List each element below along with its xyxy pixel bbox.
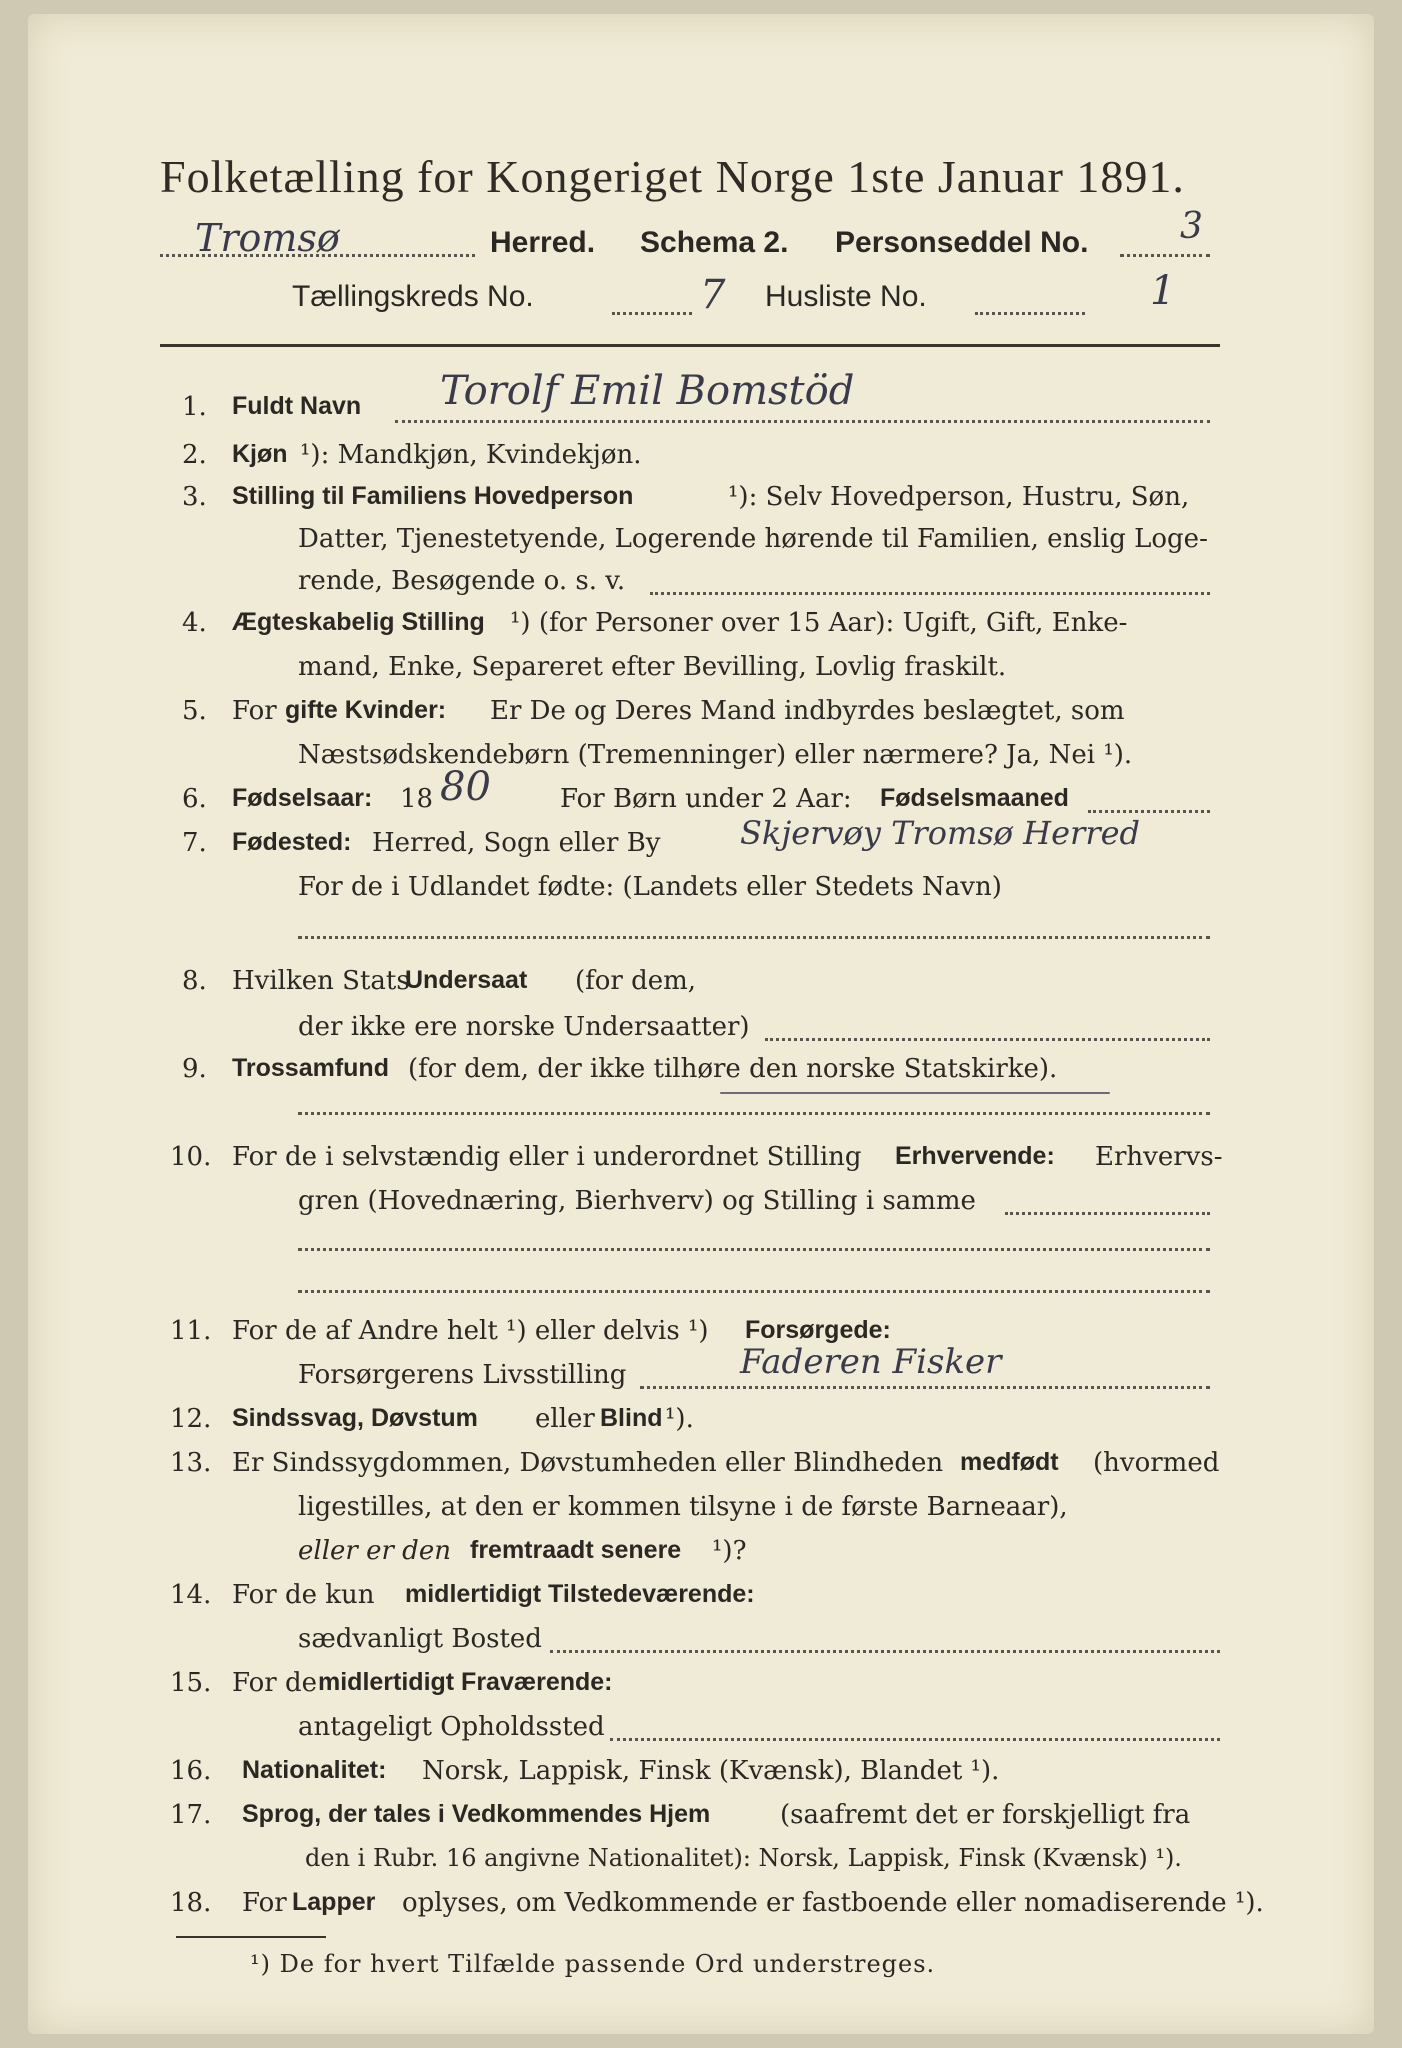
erhverv-text-1b: Erhvervs-: [1095, 1142, 1223, 1172]
stilling-text-1: ¹): Selv Hovedperson, Hustru, Søn,: [728, 482, 1190, 512]
item-number: 16.: [170, 1756, 212, 1786]
sindssvag-mid: eller: [535, 1404, 595, 1434]
aegteskab-label: Ægteskabelig Stilling: [232, 608, 485, 636]
item-number: 13.: [170, 1448, 212, 1478]
bosted-text: sædvanligt Bosted: [298, 1624, 542, 1654]
herred-dots: [160, 254, 475, 257]
aegteskab-text-2: mand, Enke, Separeret efter Bevilling, Lovlig fraskilt.: [298, 652, 1007, 682]
stilling-dots: [650, 592, 1210, 595]
undersaat-label: Undersaat: [405, 966, 528, 994]
erhverv-text-1: For de i selvstændig eller i underordnet Stilling: [232, 1142, 862, 1172]
item-number: 9.: [182, 1054, 207, 1084]
item-number: 18.: [170, 1888, 212, 1918]
fodested-text-1: Herred, Sogn eller By: [372, 828, 661, 858]
aegteskab-text-1: ¹) (for Personer over 15 Aar): Ugift, Gift, Enke-: [510, 608, 1128, 638]
item-number: 4.: [182, 608, 207, 638]
schema-label: Schema 2.: [640, 226, 789, 259]
tilstede-text-1: For de kun: [232, 1580, 375, 1610]
item-number: 15.: [170, 1668, 212, 1698]
item-number: 6.: [182, 784, 207, 814]
personseddel-value: 3: [1180, 206, 1203, 247]
sprog-label: Sprog, der tales i Vedkommendes Hjem: [242, 1800, 711, 1828]
fuldt-navn-dots: [395, 420, 1210, 423]
husliste-value: 1: [1150, 268, 1176, 314]
forsorgede-label: Forsørgede:: [745, 1316, 891, 1344]
erhverv-text-2: gren (Hovednæring, Bierhverv) og Stilling i samme: [298, 1186, 976, 1216]
erhverv-label: Erhvervende:: [895, 1142, 1055, 1170]
pencil-underline: [720, 1092, 1110, 1094]
item-number: 8.: [182, 966, 207, 996]
stilling-text-2: Datter, Tjenestetyende, Logerende hørende til Familien, enslig Loge-: [298, 524, 1208, 554]
gifte-text-2: Næstsødskendebørn (Tremenninger) eller nærmere? Ja, Nei ¹).: [298, 740, 1133, 770]
fuldt-navn-value: Torolf Emil Bomstöd: [440, 368, 855, 414]
stilling-text-3: rende, Besøgende o. s. v.: [298, 566, 626, 596]
senere-text: ¹)?: [712, 1536, 747, 1566]
kreds-value: 7: [700, 272, 726, 318]
kreds-dots: [612, 312, 692, 315]
footnote-rule: [176, 1936, 326, 1938]
fodselsaar-prefix: 18: [400, 784, 434, 814]
blind-label: Blind: [600, 1404, 663, 1432]
stilling-label: Stilling til Familiens Hovedperson: [232, 482, 634, 510]
husliste-label: Husliste No.: [765, 280, 927, 313]
trossamfund-label: Trossamfund: [232, 1054, 389, 1082]
header-rule: [160, 344, 1220, 347]
sindssvag-text: ¹).: [665, 1404, 694, 1434]
item-number: 11.: [170, 1316, 212, 1346]
item-number: 7.: [182, 828, 207, 858]
fravaer-label: midlertidigt Fraværende:: [318, 1668, 613, 1696]
item-number: 3.: [182, 482, 207, 512]
item-number: 14.: [170, 1580, 212, 1610]
fravaer-text-1: For de: [232, 1668, 317, 1698]
forsorgede-text-1: For de af Andre helt ¹) eller delvis ¹): [232, 1316, 709, 1346]
fodested-dots: [298, 936, 1210, 939]
personseddel-dots: [1120, 254, 1210, 257]
forsorger-text: Forsørgerens Livsstilling: [298, 1360, 627, 1390]
forsorger-value: Faderen Fisker: [740, 1342, 1002, 1382]
herred-value: Tromsø: [195, 216, 340, 260]
medfodt-text-2: ligestilles, at den er kommen tilsyne i de første Barneaar),: [298, 1492, 1068, 1522]
undersaat-pre: Hvilken Stats: [232, 966, 410, 996]
item-number: 5.: [182, 696, 207, 726]
erhverv-dots-2: [298, 1248, 1210, 1251]
sprog-text-1: (saafremt det er forskjelligt fra: [780, 1800, 1191, 1830]
item-number: 2.: [182, 440, 207, 470]
sindssvag-label: Sindssvag, Døvstum: [232, 1404, 478, 1432]
opholdssted-text: antageligt Opholdssted: [298, 1712, 605, 1742]
medfodt-text-1: Er Sindssygdommen, Døvstumheden eller Blindheden: [232, 1448, 944, 1478]
gifte-text-1: Er De og Deres Mand indbyrdes beslægtet, som: [490, 696, 1125, 726]
fodselsaar-value: 80: [440, 764, 491, 810]
item-number: 12.: [170, 1404, 212, 1434]
gifte-pre: For: [232, 696, 277, 726]
page-title: Folketælling for Kongeriget Norge 1ste Januar 1891.: [160, 151, 1185, 202]
trossamfund-dots: [298, 1112, 1210, 1115]
fodselsmaaned-dots: [1088, 810, 1210, 813]
sprog-text-2: den i Rubr. 16 angivne Nationalitet): Norsk, Lappisk, Finsk (Kvænsk) ¹).: [305, 1844, 1182, 1872]
senere-label: fremtraadt senere: [470, 1536, 682, 1564]
medfodt-text-1b: (hvormed: [1093, 1448, 1220, 1478]
husliste-dots: [975, 312, 1085, 315]
forsorger-dots: [640, 1386, 1210, 1389]
undersaat-dots: [765, 1038, 1210, 1041]
gifte-label: gifte Kvinder:: [285, 696, 447, 724]
trossamfund-text: (for dem, der ikke tilhøre den norske Statskirke).: [408, 1054, 1058, 1084]
kjon-label: Kjøn: [232, 440, 288, 468]
undersaat-text-1: (for dem,: [575, 966, 697, 996]
item-number: 10.: [170, 1142, 212, 1172]
personseddel-label: Personseddel No.: [835, 226, 1089, 259]
lapper-text: oplyses, om Vedkommende er fastboende eller nomadiserende ¹).: [402, 1888, 1264, 1918]
fodselsaar-text: For Børn under 2 Aar:: [560, 784, 852, 814]
medfodt-label: medfødt: [960, 1448, 1059, 1476]
fodselsaar-label: Fødselsaar:: [232, 784, 373, 812]
fodested-value: Skjervøy Tromsø Herred: [740, 814, 1141, 852]
fodested-text-2: For de i Udlandet fødte: (Landets eller Stedets Navn): [298, 872, 1002, 902]
opholdssted-dots: [610, 1738, 1220, 1741]
item-number: 17.: [170, 1800, 212, 1830]
erhverv-dots-3: [298, 1290, 1210, 1293]
item-number: 1.: [182, 392, 207, 422]
bosted-dots: [550, 1650, 1220, 1653]
lapper-label: Lapper: [292, 1888, 376, 1916]
nationalitet-label: Nationalitet:: [242, 1756, 387, 1784]
herred-label: Herred.: [490, 226, 596, 259]
nationalitet-text: Norsk, Lappisk, Finsk (Kvænsk), Blandet ¹).: [422, 1756, 1000, 1786]
lapper-pre: For: [242, 1888, 287, 1918]
kreds-label: Tællingskreds No.: [292, 280, 534, 313]
senere-pre: eller er den: [298, 1536, 451, 1566]
tilstede-label: midlertidigt Tilstedeværende:: [405, 1580, 755, 1608]
erhverv-dots-1: [1005, 1212, 1210, 1215]
fuldt-navn-label: Fuldt Navn: [232, 392, 362, 420]
kjon-text: ¹): Mandkjøn, Kvindekjøn.: [300, 440, 642, 470]
undersaat-text-2: der ikke ere norske Undersaatter): [298, 1012, 750, 1042]
footnote: ¹) De for hvert Tilfælde passende Ord understreges.: [250, 1950, 936, 1978]
fodested-label: Fødested:: [232, 828, 352, 856]
fodselsmaaned-label: Fødselsmaaned: [880, 784, 1069, 812]
